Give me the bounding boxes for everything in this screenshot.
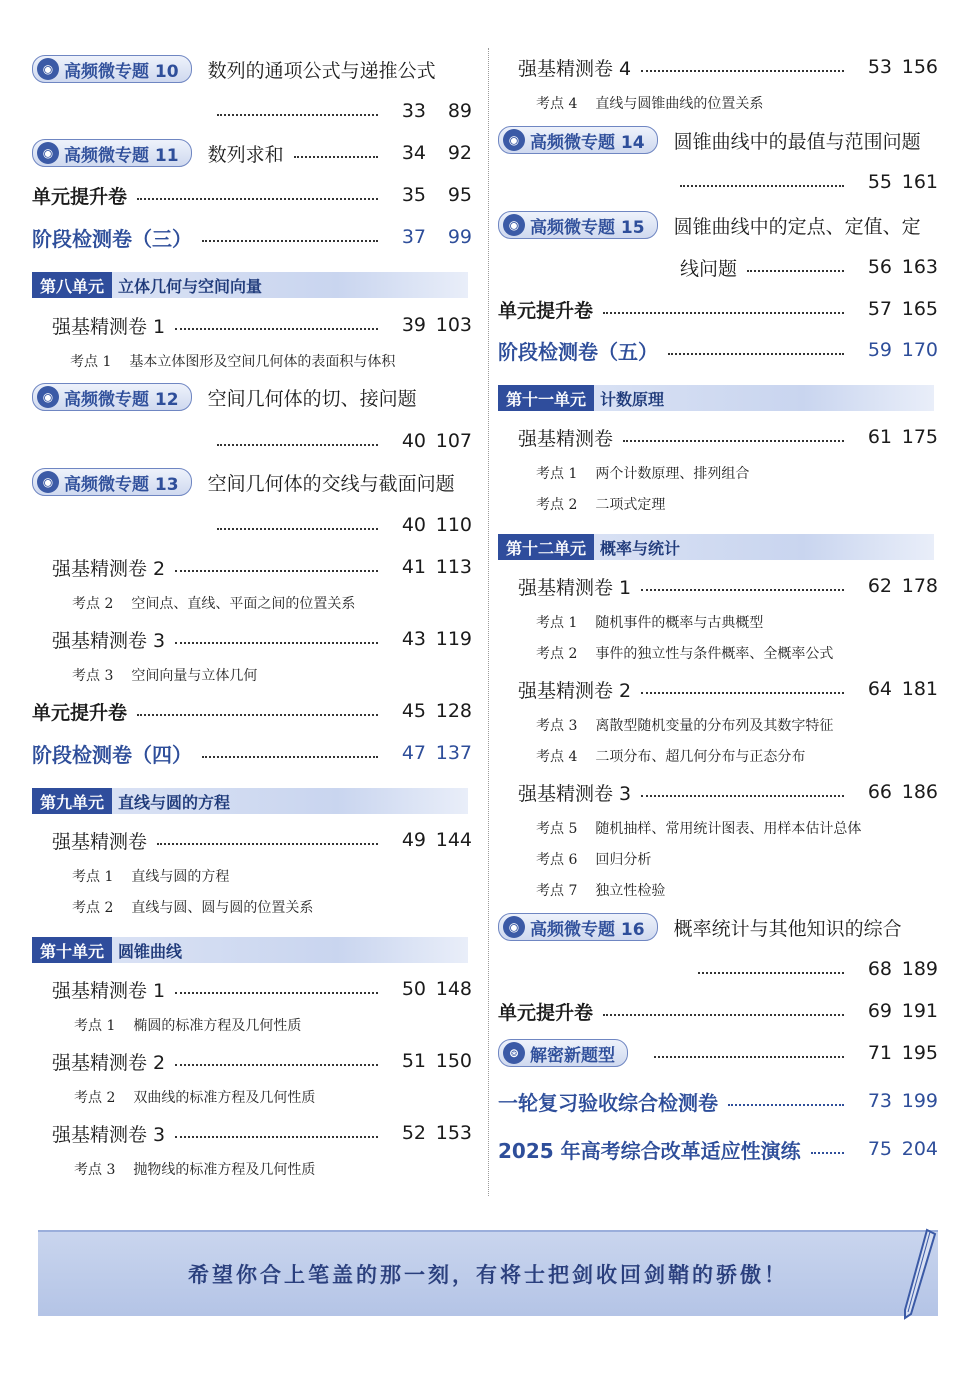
- toc-entry-u8-q3[interactable]: [32, 622, 472, 656]
- entry-title: 阶段检测卷（五）: [498, 339, 658, 364]
- knowledge-point: 考点 2 直线与圆、圆与圆的位置关系: [72, 900, 314, 916]
- page-number: 55: [867, 171, 892, 193]
- page-number: 50: [401, 978, 426, 1000]
- sound-icon: ◉: [37, 471, 59, 493]
- entry-title: 单元提升卷: [32, 185, 128, 208]
- page-number: 71: [867, 1042, 892, 1064]
- sound-icon: ◉: [37, 386, 59, 408]
- toc-entry-u9-q[interactable]: [32, 823, 472, 857]
- unit-number: 第九单元: [32, 788, 112, 814]
- entry-title: 数列求和: [207, 143, 284, 166]
- toc-entry-unit-review-10[interactable]: [498, 292, 938, 326]
- answer-page-number: 148: [435, 978, 472, 1000]
- dot-leader: [137, 714, 378, 716]
- entry-title: 强基精测卷: [52, 830, 148, 853]
- dot-leader: [641, 70, 844, 72]
- page-number: 73: [867, 1090, 892, 1112]
- dot-leader: [603, 1014, 844, 1016]
- knowledge-point: 考点 2 空间点、直线、平面之间的位置关系: [72, 596, 356, 612]
- answer-page-number: 199: [901, 1090, 938, 1112]
- answer-page-number: 107: [435, 430, 472, 452]
- answer-page-number: 204: [901, 1138, 938, 1160]
- answer-page-number: 128: [435, 700, 472, 722]
- dot-leader: [641, 795, 844, 797]
- motto-text: 希望你合上笔盖的那一刻，有将士把剑收回剑鞘的骄傲！: [188, 1262, 788, 1287]
- entry-title: 2025 年高考综合改革适应性演练: [498, 1138, 801, 1163]
- entry-title: 强基精测卷 1: [518, 576, 632, 599]
- page-number: 34: [401, 142, 426, 164]
- dot-leader: [202, 240, 378, 242]
- page-number: 56: [867, 256, 892, 278]
- dot-leader: [603, 312, 844, 314]
- answer-page-number: 178: [901, 575, 938, 597]
- answer-page-number: 89: [447, 100, 472, 122]
- answer-page-number: 186: [901, 781, 938, 803]
- toc-entry-hf13-pages[interactable]: [32, 508, 472, 542]
- dot-leader: [641, 692, 844, 694]
- dot-leader: [175, 1064, 378, 1066]
- topic-badge: ◉ 高频微专题 11: [32, 139, 192, 167]
- entry-title: 单元提升卷: [498, 1001, 594, 1024]
- answer-page-number: 144: [435, 829, 472, 851]
- dot-leader: [175, 992, 378, 994]
- entry-title: 强基精测卷 1: [52, 315, 166, 338]
- answer-page-number: 195: [901, 1042, 938, 1064]
- entry-title: 圆锥曲线中的定点、定值、定: [673, 215, 921, 238]
- page-number: 69: [867, 1000, 892, 1022]
- dot-leader: [698, 972, 844, 974]
- entry-title: 空间几何体的交线与截面问题: [207, 472, 455, 495]
- topic-badge: ◉ 高频微专题 10: [32, 55, 192, 83]
- entry-title: 一轮复习验收综合检测卷: [498, 1090, 718, 1115]
- answer-page-number: 163: [901, 256, 938, 278]
- dot-leader: [641, 589, 844, 591]
- entry-title: 强基精测卷 1: [52, 979, 166, 1002]
- toc-entry-stage-test-3[interactable]: [32, 220, 472, 254]
- knowledge-point: 考点 1 直线与圆的方程: [72, 869, 230, 885]
- unit-header-9: [32, 788, 468, 814]
- answer-page-number: 92: [447, 142, 472, 164]
- toc-entry-2025-drill[interactable]: [498, 1132, 938, 1166]
- page-number: 39: [401, 314, 426, 336]
- page-number: 43: [401, 628, 426, 650]
- unit-header-8: [32, 272, 468, 298]
- answer-page-number: 119: [435, 628, 472, 650]
- dot-leader: [175, 1136, 378, 1138]
- page-number: 37: [401, 226, 426, 248]
- knowledge-point: 考点 5 随机抽样、常用统计图表、用样本估计总体: [536, 821, 862, 837]
- entry-title: 圆锥曲线中的最值与范围问题: [673, 130, 921, 153]
- knowledge-point: 考点 2 双曲线的标准方程及几何性质: [74, 1090, 316, 1106]
- unit-header-10: [32, 937, 468, 963]
- page-number: 35: [401, 184, 426, 206]
- answer-page-number: 110: [435, 514, 472, 536]
- unit-header-12: [498, 534, 934, 560]
- knowledge-point: 考点 2 二项式定理: [536, 497, 666, 513]
- toc-entry-hf14[interactable]: [498, 123, 938, 157]
- toc-entry-hf15[interactable]: [498, 208, 938, 242]
- sound-icon: ◉: [503, 214, 525, 236]
- dot-leader: [294, 156, 378, 158]
- toc-entry-u12-q3[interactable]: [498, 775, 938, 809]
- decode-badge: ⊛ 解密新题型: [498, 1039, 628, 1067]
- dot-leader: [654, 1056, 844, 1058]
- page-number: 59: [867, 339, 892, 361]
- page-number: 62: [867, 575, 892, 597]
- topic-badge: ◉ 高频微专题 14: [498, 126, 658, 154]
- toc-entry-hf13[interactable]: [32, 465, 472, 499]
- entry-title: 阶段检测卷（四）: [32, 742, 192, 767]
- toc-entry-decode-new-types[interactable]: [498, 1036, 938, 1070]
- answer-page-number: 175: [901, 426, 938, 448]
- dot-leader: [217, 444, 378, 446]
- toc-entry-unit-review-7[interactable]: [32, 178, 472, 212]
- dot-leader: [217, 114, 378, 116]
- dot-leader: [175, 642, 378, 644]
- column-divider: [488, 48, 489, 1196]
- toc-entry-hf10-pages[interactable]: [32, 94, 472, 128]
- answer-page-number: 191: [901, 1000, 938, 1022]
- unit-name: 立体几何与空间向量: [118, 276, 263, 296]
- page-number: 61: [867, 426, 892, 448]
- entry-title: 强基精测卷 3: [52, 629, 166, 652]
- dot-leader: [202, 756, 378, 758]
- entry-title: 阶段检测卷（三）: [32, 226, 192, 251]
- sound-icon: ◉: [503, 129, 525, 151]
- page-number: 49: [401, 829, 426, 851]
- unit-number: 第十单元: [32, 937, 112, 963]
- answer-page-number: 189: [901, 958, 938, 980]
- unit-number: 第十二单元: [498, 534, 594, 560]
- unit-name: 直线与圆的方程: [118, 792, 231, 812]
- answer-page-number: 137: [435, 742, 472, 764]
- entry-title: 强基精测卷 4: [518, 57, 632, 80]
- toc-entry-hf12-pages[interactable]: [32, 424, 472, 458]
- knowledge-point: 考点 7 独立性检验: [536, 883, 666, 899]
- dot-leader: [175, 570, 378, 572]
- dot-leader: [668, 353, 844, 355]
- unit-name: 圆锥曲线: [118, 941, 183, 961]
- knowledge-point: 考点 1 两个计数原理、排列组合: [536, 466, 750, 482]
- knowledge-point: 考点 4 直线与圆锥曲线的位置关系: [536, 96, 764, 112]
- toc-entry-u10-q3[interactable]: [32, 1116, 472, 1150]
- entry-title: 强基精测卷: [518, 427, 614, 450]
- toc-entry-stage-test-4[interactable]: [32, 736, 472, 770]
- answer-page-number: 150: [435, 1050, 472, 1072]
- answer-page-number: 165: [901, 298, 938, 320]
- entry-title: 单元提升卷: [32, 701, 128, 724]
- toc-entry-review-test[interactable]: [498, 1084, 938, 1118]
- toc-entry-hf15-pages[interactable]: [498, 250, 938, 284]
- topic-badge: ◉ 高频微专题 13: [32, 468, 192, 496]
- toc-entry-u10-q2[interactable]: [32, 1044, 472, 1078]
- answer-page-number: 95: [447, 184, 472, 206]
- knowledge-point: 考点 2 事件的独立性与条件概率、全概率公式: [536, 646, 834, 662]
- page-number: 33: [401, 100, 426, 122]
- answer-page-number: 156: [901, 56, 938, 78]
- dot-leader: [137, 198, 378, 200]
- page-number: 41: [401, 556, 426, 578]
- sound-icon: ◉: [37, 142, 59, 164]
- page-number: 40: [401, 514, 426, 536]
- topic-badge: ◉ 高频微专题 12: [32, 383, 192, 411]
- knowledge-point: 考点 1 随机事件的概率与古典概型: [536, 615, 764, 631]
- answer-page-number: 103: [435, 314, 472, 336]
- answer-page-number: 161: [901, 171, 938, 193]
- toc-entry-u8-q1[interactable]: [32, 308, 472, 342]
- toc-entry-u12-q2[interactable]: [498, 672, 938, 706]
- knowledge-point: 考点 4 二项分布、超几何分布与正态分布: [536, 749, 806, 765]
- toc-entry-hf14-pages[interactable]: [498, 165, 938, 199]
- toc-entry-unit-review-8[interactable]: [32, 694, 472, 728]
- page-number: 75: [867, 1138, 892, 1160]
- topic-badge: ◉ 高频微专题 15: [498, 211, 658, 239]
- page-number: 68: [867, 958, 892, 980]
- entry-title: 单元提升卷: [498, 299, 594, 322]
- toc-entry-u11-q[interactable]: [498, 420, 938, 454]
- toc-entry-hf16[interactable]: [498, 910, 938, 944]
- page-number: 53: [867, 56, 892, 78]
- toc-entry-stage-test-5[interactable]: [498, 333, 938, 367]
- page-number: 51: [401, 1050, 426, 1072]
- toc-entry-unit-review-12[interactable]: [498, 994, 938, 1028]
- entry-title-continued: 线问题: [680, 257, 738, 280]
- page-number: 47: [401, 742, 426, 764]
- dot-leader: [217, 528, 378, 530]
- toc-entry-u10-q4[interactable]: [498, 50, 938, 84]
- knowledge-point: 考点 1 椭圆的标准方程及几何性质: [74, 1018, 302, 1034]
- unit-name: 概率与统计: [600, 538, 681, 558]
- dot-leader: [157, 843, 378, 845]
- knowledge-point: 考点 3 抛物线的标准方程及几何性质: [74, 1162, 316, 1178]
- answer-page-number: 153: [435, 1122, 472, 1144]
- topic-badge: ◉ 高频微专题 16: [498, 913, 658, 941]
- unit-number: 第十一单元: [498, 385, 594, 411]
- sound-icon: ◉: [37, 58, 59, 80]
- toc-entry-u12-q1[interactable]: [498, 569, 938, 603]
- page-number: 57: [867, 298, 892, 320]
- toc-entry-u8-q2[interactable]: [32, 550, 472, 584]
- entry-title: 强基精测卷 2: [52, 557, 166, 580]
- dot-leader: [175, 328, 378, 330]
- toc-entry-hf10[interactable]: [32, 52, 472, 86]
- knowledge-point: 考点 3 空间向量与立体几何: [72, 668, 258, 684]
- entry-title: 强基精测卷 2: [52, 1051, 166, 1074]
- page-number: 64: [867, 678, 892, 700]
- knowledge-point: 考点 3 离散型随机变量的分布列及其数字特征: [536, 718, 834, 734]
- entry-title: 数列的通项公式与递推公式: [207, 59, 436, 82]
- page-number: 66: [867, 781, 892, 803]
- dot-leader: [747, 270, 844, 272]
- unit-name: 计数原理: [600, 389, 665, 409]
- answer-page-number: 181: [901, 678, 938, 700]
- dot-leader: [728, 1104, 844, 1106]
- unit-number: 第八单元: [32, 272, 112, 298]
- dot-leader: [680, 185, 844, 187]
- entry-title: 空间几何体的切、接问题: [207, 387, 417, 410]
- knowledge-point: 考点 1 基本立体图形及空间几何体的表面积与体积: [70, 354, 396, 370]
- toc-entry-hf11[interactable]: [32, 136, 472, 170]
- sound-icon: ◉: [503, 916, 525, 938]
- answer-page-number: 99: [447, 226, 472, 248]
- pen-icon: [899, 1228, 939, 1320]
- lock-icon: ⊛: [503, 1042, 525, 1064]
- motto-banner: [38, 1230, 938, 1316]
- answer-page-number: 113: [435, 556, 472, 578]
- toc-entry-hf16-pages[interactable]: [498, 952, 938, 986]
- unit-header-11: [498, 385, 934, 411]
- toc-entry-u10-q1[interactable]: [32, 972, 472, 1006]
- toc-entry-hf12[interactable]: [32, 380, 472, 414]
- page-number: 40: [401, 430, 426, 452]
- entry-title: 概率统计与其他知识的综合: [673, 917, 902, 940]
- page-number: 45: [401, 700, 426, 722]
- dot-leader: [811, 1152, 844, 1154]
- entry-title: 强基精测卷 3: [518, 782, 632, 805]
- knowledge-point: 考点 6 回归分析: [536, 852, 652, 868]
- page-number: 52: [401, 1122, 426, 1144]
- answer-page-number: 170: [901, 339, 938, 361]
- entry-title: 强基精测卷 3: [52, 1123, 166, 1146]
- dot-leader: [623, 440, 844, 442]
- entry-title: 强基精测卷 2: [518, 679, 632, 702]
